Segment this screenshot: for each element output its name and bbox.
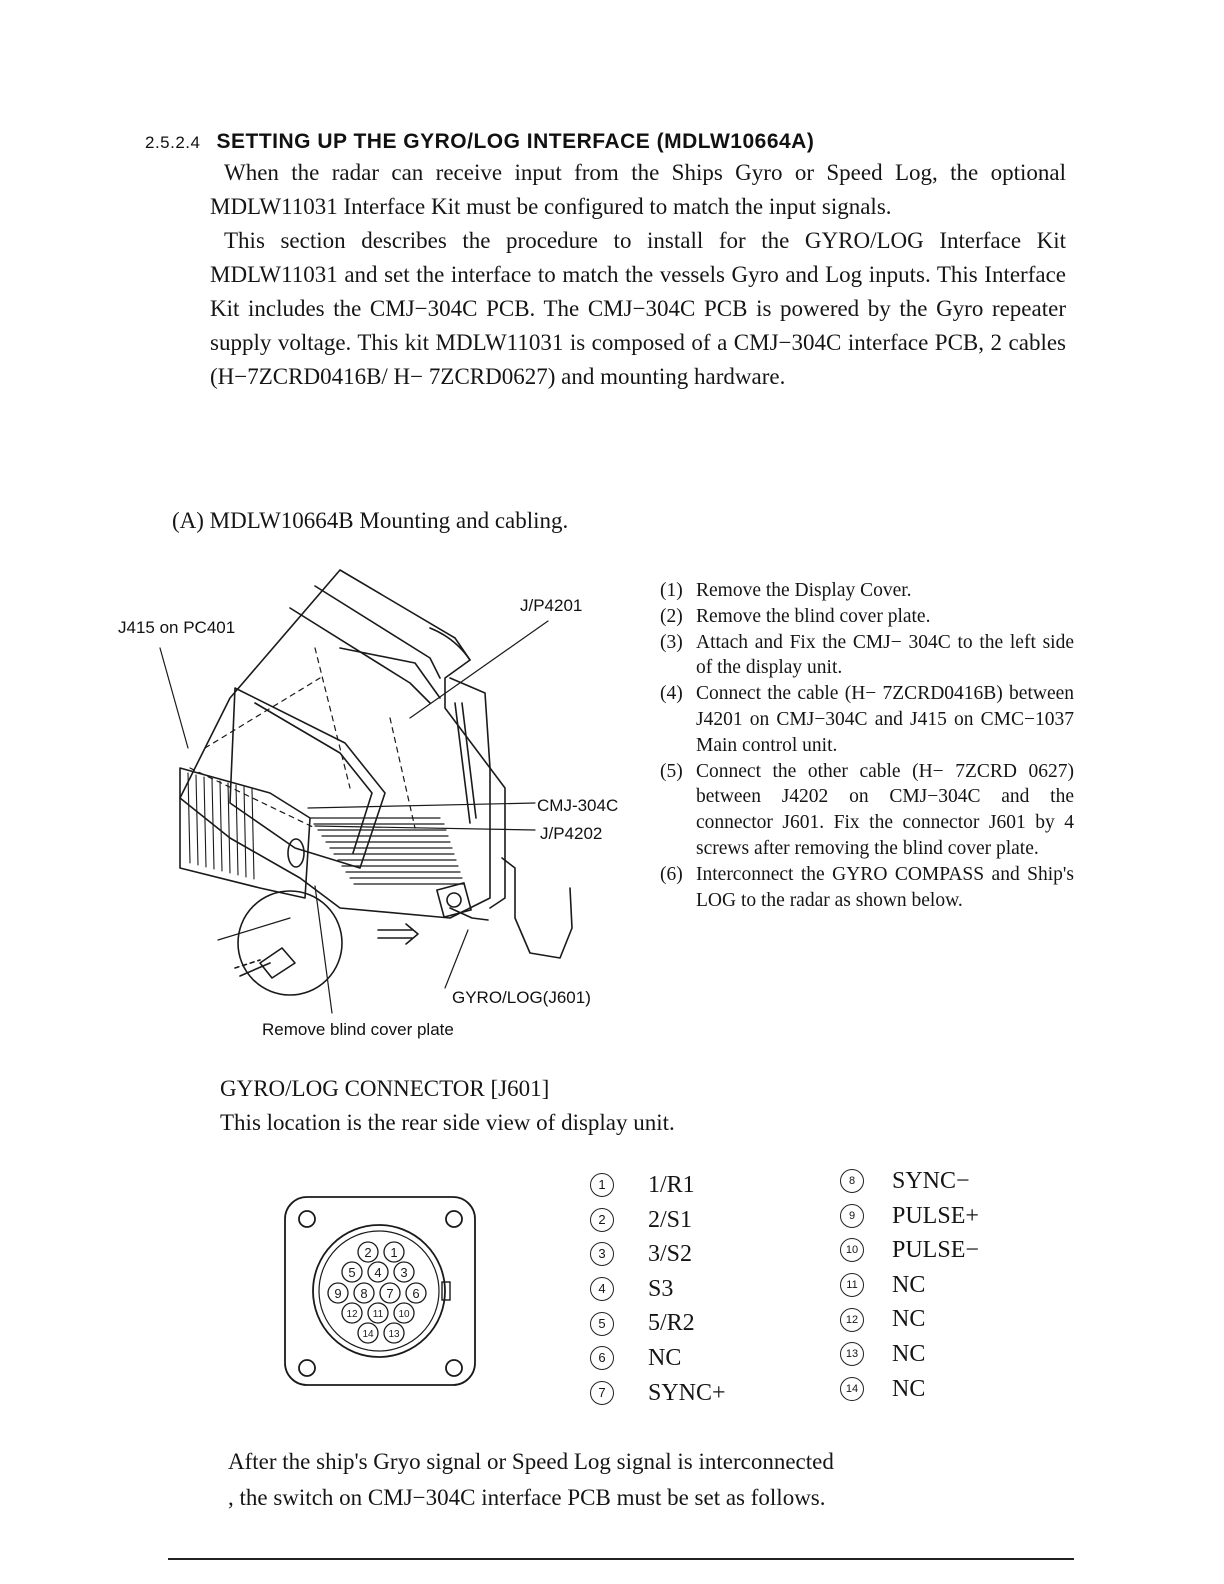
subsection-a-heading: (A) MDLW10664B Mounting and cabling. bbox=[172, 508, 569, 533]
pin-number: 4 bbox=[590, 1277, 614, 1301]
closing-line-2: , the switch on CMJ−304C interface PCB must be set as follows. bbox=[228, 1485, 826, 1510]
step-number: (4) bbox=[660, 683, 683, 705]
pin-signal: NC bbox=[648, 1344, 682, 1371]
pin-signal: PULSE+ bbox=[892, 1202, 979, 1229]
svg-text:2: 2 bbox=[364, 1245, 372, 1260]
pin-row bbox=[840, 1302, 979, 1337]
label-cmj304c: CMJ-304C bbox=[537, 796, 619, 815]
svg-text:6: 6 bbox=[412, 1286, 420, 1301]
intro-text bbox=[210, 156, 1066, 394]
pin-signal: 2/S1 bbox=[648, 1206, 693, 1233]
step-number: (6) bbox=[660, 863, 683, 885]
step-number: (3) bbox=[660, 631, 683, 653]
pin-signal: SYNC+ bbox=[648, 1379, 726, 1406]
pin-signal: SYNC− bbox=[892, 1168, 970, 1194]
svg-text:4: 4 bbox=[374, 1265, 382, 1280]
svg-text:8: 8 bbox=[360, 1286, 368, 1301]
pin-list-left bbox=[590, 1168, 726, 1410]
pin-signal: 3/S2 bbox=[648, 1241, 693, 1268]
svg-text:12: 12 bbox=[346, 1309, 358, 1320]
svg-text:14: 14 bbox=[362, 1329, 374, 1340]
pin-row bbox=[590, 1306, 726, 1341]
connector-heading bbox=[220, 1072, 675, 1140]
pin-signal: NC bbox=[892, 1340, 926, 1367]
step-text: Interconnect the GYRO COMPASS and Ship's LOG to the radar as shown below. bbox=[696, 863, 1074, 911]
procedure-steps bbox=[660, 578, 1074, 913]
svg-text:1: 1 bbox=[390, 1245, 398, 1260]
pin-number: 8 bbox=[840, 1169, 864, 1193]
pin-row bbox=[590, 1237, 726, 1272]
pin-row bbox=[840, 1337, 979, 1372]
pin-number: 12 bbox=[840, 1308, 864, 1332]
step-1 bbox=[660, 578, 1074, 604]
pin-row bbox=[590, 1272, 726, 1307]
pin-number: 13 bbox=[840, 1342, 864, 1366]
svg-text:11: 11 bbox=[372, 1309, 384, 1320]
pin-row bbox=[590, 1203, 726, 1238]
step-3 bbox=[660, 630, 1074, 682]
pin-number: 14 bbox=[840, 1377, 864, 1401]
step-number: (2) bbox=[660, 605, 683, 627]
pin-number: 11 bbox=[840, 1273, 864, 1297]
label-gyrolog-j601: GYRO/LOG(J601) bbox=[452, 988, 591, 1007]
label-remove-blind: Remove blind cover plate bbox=[262, 1020, 454, 1039]
pin-row bbox=[840, 1372, 979, 1407]
step-text: Connect the cable (H− 7ZCRD0416B) between J4201 on CMJ−304C and J415 on CMC−1037 Main control unit. bbox=[696, 683, 1074, 756]
intro-paragraph-2: This section describes the procedure to install for the GYRO/LOG Interface Kit MDLW11031 and set the interface to match the vessels Gyro and Log inputs. This Interface Kit includes the CMJ−304C PCB. The CMJ−304C PCB is powered by the Gyro repeater supply voltage. This kit MDLW11031 is composed of a CMJ−304C interface PCB, 2 cables (H−7ZCRD0416B/ H− 7ZCRD0627) and mounting hardware. bbox=[210, 228, 1066, 389]
pin-row bbox=[840, 1268, 979, 1303]
pin-number: 7 bbox=[590, 1381, 614, 1405]
pin-signal: PULSE− bbox=[892, 1237, 979, 1264]
pin-signal: NC bbox=[892, 1271, 926, 1298]
step-2 bbox=[660, 604, 1074, 630]
step-text: Remove the blind cover plate. bbox=[696, 605, 931, 627]
pin-number: 9 bbox=[840, 1204, 864, 1228]
svg-text:13: 13 bbox=[388, 1329, 400, 1340]
closing-line-1: After the ship's Gryo signal or Speed Log signal is interconnected bbox=[228, 1449, 834, 1474]
pin-signal: 1/R1 bbox=[648, 1172, 695, 1198]
pin-row bbox=[590, 1341, 726, 1376]
intro-paragraph-1: When the radar can receive input from the Ships Gyro or Speed Log, the optional MDLW11031 Interface Kit must be configured to match the input signals. bbox=[210, 160, 1066, 219]
connector-face-drawing bbox=[282, 1192, 482, 1392]
step-6 bbox=[660, 862, 1074, 914]
pin-number: 2 bbox=[590, 1208, 614, 1232]
pin-number: 6 bbox=[590, 1346, 614, 1370]
pin-row bbox=[840, 1199, 979, 1234]
pin-row bbox=[840, 1233, 979, 1268]
step-number: (1) bbox=[660, 580, 683, 601]
pin-number: 10 bbox=[840, 1238, 864, 1262]
pin-signal: NC bbox=[892, 1306, 926, 1333]
step-4 bbox=[660, 681, 1074, 758]
pin-signal: NC bbox=[892, 1375, 926, 1402]
connector-title: GYRO/LOG CONNECTOR [J601] bbox=[220, 1076, 550, 1101]
step-text: Attach and Fix the CMJ− 304C to the left side of the display unit. bbox=[696, 631, 1074, 679]
section-number: 2.5.2.4 bbox=[145, 133, 201, 152]
pin-signal: S3 bbox=[648, 1275, 674, 1302]
step-5 bbox=[660, 759, 1074, 862]
step-number: (5) bbox=[660, 760, 683, 782]
label-j415: J415 on PC401 bbox=[118, 618, 236, 637]
svg-text:3: 3 bbox=[400, 1265, 408, 1280]
step-text: Connect the other cable (H− 7ZCRD 0627) between J4202 on CMJ−304C and the connector J601. Fix the connector J601 by 4 screws after removing the blind cover plate. bbox=[696, 760, 1074, 859]
pin-list-right bbox=[840, 1164, 979, 1406]
j601-connector-icon bbox=[282, 1192, 482, 1392]
closing-text bbox=[228, 1444, 988, 1516]
svg-text:7: 7 bbox=[386, 1286, 394, 1301]
pin-number: 5 bbox=[590, 1312, 614, 1336]
svg-text:10: 10 bbox=[398, 1309, 410, 1320]
page-bottom-rule bbox=[168, 1558, 1074, 1560]
pin-row bbox=[590, 1168, 726, 1203]
connector-note: This location is the rear side view of display unit. bbox=[220, 1110, 675, 1135]
section-title: SETTING UP THE GYRO/LOG INTERFACE (MDLW10664A) bbox=[216, 130, 815, 153]
step-text: Remove the Display Cover. bbox=[696, 580, 912, 601]
pin-row bbox=[840, 1164, 979, 1199]
label-jp4201: J/P4201 bbox=[520, 596, 583, 615]
pin-number: 1 bbox=[590, 1173, 614, 1197]
svg-text:9: 9 bbox=[334, 1286, 342, 1301]
label-jp4202: J/P4202 bbox=[540, 824, 603, 843]
svg-text:5: 5 bbox=[348, 1265, 356, 1280]
pin-signal: 5/R2 bbox=[648, 1310, 695, 1337]
pin-row bbox=[590, 1376, 726, 1411]
pin-number: 3 bbox=[590, 1242, 614, 1266]
section-heading bbox=[145, 130, 814, 154]
mounting-figure bbox=[110, 568, 630, 1048]
